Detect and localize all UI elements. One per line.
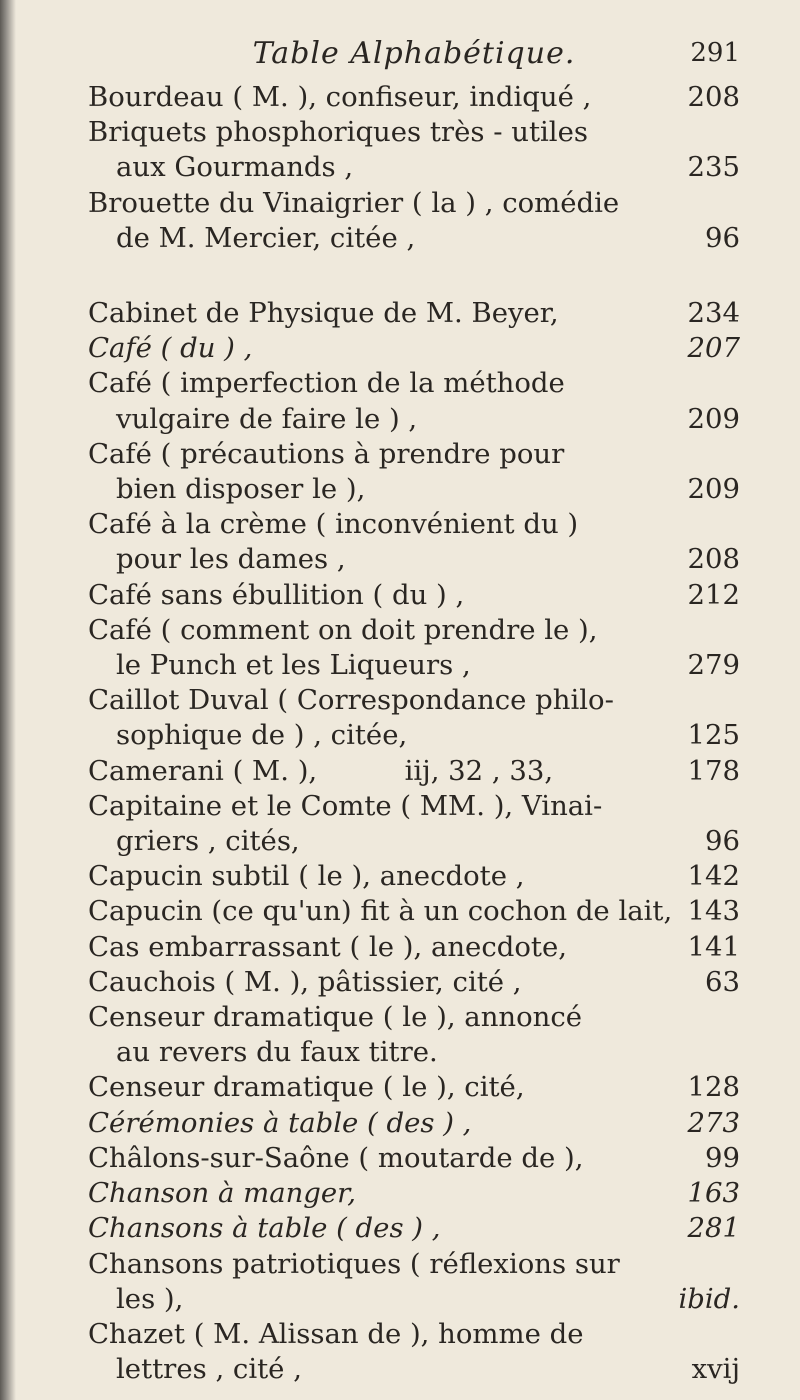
index-entry	[88, 789, 740, 859]
page-header	[88, 36, 740, 76]
entry-line	[88, 965, 740, 1000]
page-reference: 208	[687, 543, 740, 576]
page-reference: 143	[687, 895, 740, 928]
entry-line	[88, 1247, 740, 1282]
index-entry	[88, 1070, 740, 1105]
entry-text: Café à la crème ( inconvénient du )	[88, 508, 579, 541]
page-reference: 209	[687, 402, 740, 435]
index-entry	[88, 1106, 740, 1141]
page-reference: 178	[687, 754, 740, 787]
entry-line	[88, 296, 740, 331]
entry-text: Bourdeau ( M. ), confiseur, indiqué ,	[88, 81, 592, 113]
entry-text: Caillot Duval ( Correspondance philo-	[88, 684, 614, 717]
page-number: 291	[690, 38, 740, 68]
entry-text: au revers du faux titre.	[116, 1036, 438, 1069]
entry-line	[88, 1106, 740, 1141]
entry-line	[88, 1282, 740, 1317]
entry-line	[88, 789, 740, 824]
entry-line	[88, 1070, 740, 1105]
index-entry	[88, 331, 740, 366]
index-entry	[88, 930, 740, 965]
page-reference: 281	[687, 1212, 740, 1245]
page-reference: 234	[687, 297, 740, 330]
entry-line	[88, 402, 740, 437]
entry-text: sophique de ) , citée,	[116, 719, 408, 752]
index-entry	[88, 115, 740, 185]
entry-line	[88, 1035, 740, 1070]
entry-line	[88, 824, 740, 859]
page-reference: 209	[687, 473, 740, 506]
entry-text: Café sans ébullition ( du ) ,	[88, 578, 465, 611]
entry-line	[88, 331, 740, 366]
entry-text: de M. Mercier, citée ,	[116, 221, 416, 254]
entry-text: Café ( imperfection de la méthode	[88, 367, 565, 400]
entry-text: Briquets phosphoriques très - utiles	[88, 116, 588, 149]
index-entry	[88, 296, 740, 331]
entry-text: griers , cités,	[116, 825, 300, 858]
entry-text: Café ( précautions à prendre pour	[88, 437, 565, 470]
entry-line	[88, 578, 740, 613]
entry-line	[88, 437, 740, 472]
entry-line	[88, 648, 740, 683]
entry-text: Café ( du ) ,	[88, 332, 253, 365]
entry-line	[88, 613, 740, 648]
entry-text: Café ( comment on doit prendre le ),	[88, 613, 598, 646]
book-binding-edge	[0, 0, 16, 1400]
running-title: Table Alphabétique.	[252, 36, 576, 71]
entry-text: vulgaire de faire le ) ,	[116, 402, 418, 435]
index-group	[88, 296, 740, 1387]
index-entry	[88, 507, 740, 577]
entry-line	[88, 221, 740, 256]
entry-line	[88, 754, 740, 789]
entry-line	[88, 683, 740, 718]
entry-line	[88, 1211, 740, 1246]
entry-text: Cauchois ( M. ), pâtissier, cité ,	[88, 965, 522, 998]
page-reference: xvij	[691, 1353, 740, 1386]
index-entry	[88, 1247, 740, 1317]
page-reference: 163	[687, 1177, 740, 1210]
index-entry	[88, 683, 740, 753]
page-reference: 63	[705, 965, 740, 998]
index-entry	[88, 754, 740, 789]
entry-line	[88, 894, 740, 929]
index-entry	[88, 894, 740, 929]
entry-line	[88, 366, 740, 401]
index-entry	[88, 1211, 740, 1246]
entry-text: Camerani ( M. ), iij, 32 , 33,	[88, 754, 554, 787]
index-entry	[88, 186, 740, 256]
entry-text: Chanson à manger,	[88, 1177, 357, 1210]
index-entry	[88, 1176, 740, 1211]
entry-text: Châlons-sur-Saône ( moutarde de ),	[88, 1141, 584, 1174]
entry-text: aux Gourmands ,	[116, 151, 354, 184]
page-reference: 207	[687, 332, 740, 365]
entry-line	[88, 507, 740, 542]
entry-text: Cabinet de Physique de M. Beyer,	[88, 297, 559, 330]
index-entries	[88, 80, 740, 1387]
entry-text: pour les dames ,	[116, 543, 346, 576]
page-reference: 141	[687, 930, 740, 963]
page-reference: 142	[687, 860, 740, 893]
entry-line	[88, 1352, 740, 1387]
entry-text: le Punch et les Liqueurs ,	[116, 649, 471, 682]
entry-text: lettres , cité ,	[116, 1353, 302, 1386]
page-reference: 212	[687, 578, 740, 611]
entry-line	[88, 718, 740, 753]
index-entry	[88, 1000, 740, 1070]
index-entry	[88, 965, 740, 1000]
index-entry	[88, 1317, 740, 1387]
page-reference: 99	[705, 1141, 740, 1174]
entry-line	[88, 1141, 740, 1176]
page-reference: 235	[687, 151, 740, 184]
entry-text: bien disposer le ),	[116, 473, 366, 506]
entry-line	[88, 150, 740, 185]
entry-text: les ),	[116, 1282, 184, 1315]
entry-line	[88, 859, 740, 894]
entry-text: Cas embarrassant ( le ), anecdote,	[88, 930, 567, 963]
page-reference: 208	[687, 81, 740, 113]
entry-text: Chansons à table ( des ) ,	[88, 1212, 441, 1245]
entry-line	[88, 1000, 740, 1035]
entry-text: Cérémonies à table ( des ) ,	[88, 1106, 472, 1139]
index-entry	[88, 437, 740, 507]
entry-text: Chansons patriotiques ( réflexions sur	[88, 1247, 620, 1280]
entry-line	[88, 472, 740, 507]
index-entry	[88, 366, 740, 436]
entry-text: Censeur dramatique ( le ), annoncé	[88, 1001, 583, 1034]
entry-line	[88, 115, 740, 150]
index-entry	[88, 859, 740, 894]
index-entry	[88, 1141, 740, 1176]
page-reference: 279	[687, 649, 740, 682]
page-reference: 273	[687, 1106, 740, 1139]
entry-text: Capucin (ce qu'un) fit à un cochon de lait,	[88, 895, 673, 928]
entry-line	[88, 80, 740, 115]
index-entry	[88, 80, 740, 115]
entry-line	[88, 542, 740, 577]
entry-text: Censeur dramatique ( le ), cité,	[88, 1071, 525, 1104]
entry-line	[88, 186, 740, 221]
page-reference: ibid.	[678, 1282, 740, 1315]
entry-line	[88, 930, 740, 965]
entry-text: Capitaine et le Comte ( MM. ), Vinai-	[88, 789, 603, 822]
index-group	[88, 80, 740, 256]
entry-text: Chazet ( M. Alissan de ), homme de	[88, 1317, 584, 1350]
entry-line	[88, 1317, 740, 1352]
page-reference: 96	[705, 221, 740, 254]
page-reference: 128	[687, 1071, 740, 1104]
entry-line	[88, 1176, 740, 1211]
page-reference: 96	[705, 825, 740, 858]
entry-text: Capucin subtil ( le ), anecdote ,	[88, 860, 525, 893]
entry-text: Brouette du Vinaigrier ( la ) , comédie	[88, 186, 620, 219]
index-page	[88, 36, 740, 1387]
index-entry	[88, 613, 740, 683]
page-reference: 125	[687, 719, 740, 752]
index-entry	[88, 578, 740, 613]
